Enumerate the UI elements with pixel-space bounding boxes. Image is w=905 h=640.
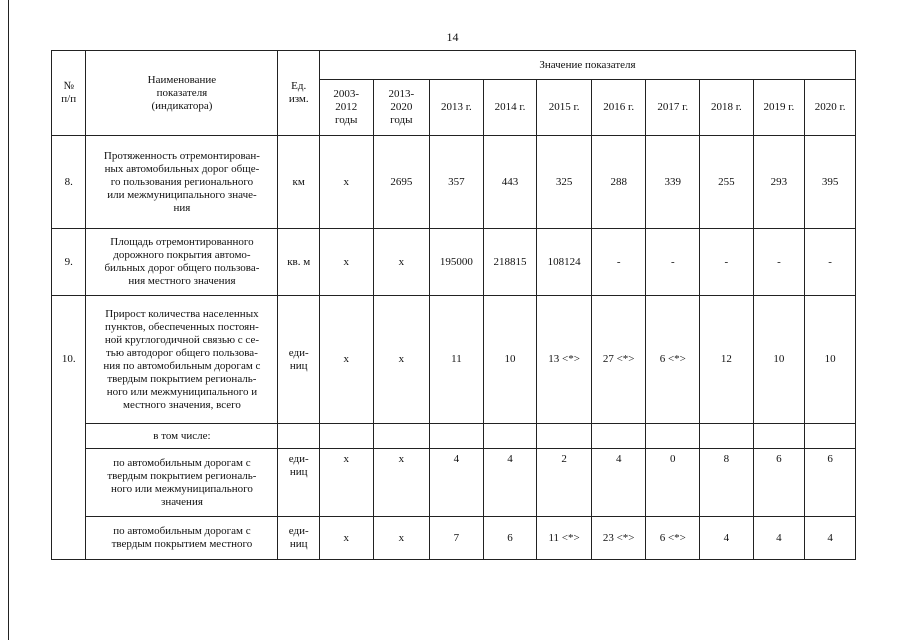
- value-cell: [591, 424, 646, 449]
- unit-cell: км: [278, 136, 319, 229]
- table-row: [52, 517, 856, 560]
- value-cell: -: [805, 229, 856, 296]
- value-cell: x: [373, 296, 430, 424]
- value-cell: [700, 424, 754, 449]
- indicator-name: в том числе:: [86, 424, 278, 449]
- indicator-name: по автомобильным дорогам с твердым покрытием региональ- ного или межмуниципального значения: [86, 449, 278, 517]
- value-cell: -: [753, 229, 805, 296]
- header-year: 2016 г.: [591, 80, 646, 136]
- value-cell: 108124: [537, 229, 592, 296]
- value-cell: 339: [646, 136, 700, 229]
- page-number: 14: [446, 30, 459, 44]
- value-cell: 2: [537, 449, 592, 517]
- indicator-name: по автомобильным дорогам с твердым покрытием местного: [86, 517, 278, 560]
- value-cell: x: [373, 517, 430, 560]
- value-cell: 325: [537, 136, 592, 229]
- value-cell: 23 <*>: [591, 517, 646, 560]
- indicator-name: Протяженность отремонтирован- ных автомобильных дорог обще- го пользования регионального или межмуниципального значе- ния: [86, 136, 278, 229]
- value-cell: 293: [753, 136, 805, 229]
- header-unit: Ед. изм.: [278, 51, 319, 136]
- value-cell: 10: [753, 296, 805, 424]
- value-cell: 6: [483, 517, 537, 560]
- header-year: 2017 г.: [646, 80, 700, 136]
- header-year: 2020 г.: [805, 80, 856, 136]
- value-cell: x: [319, 296, 373, 424]
- row-number: [52, 449, 86, 517]
- header-year: 2015 г.: [537, 80, 592, 136]
- value-cell: x: [319, 136, 373, 229]
- row-number: 10.: [52, 296, 86, 424]
- value-cell: 6 <*>: [646, 517, 700, 560]
- value-cell: 11: [430, 296, 484, 424]
- value-cell: 6 <*>: [646, 296, 700, 424]
- value-cell: 4: [805, 517, 856, 560]
- value-cell: [319, 424, 373, 449]
- table-row: [52, 136, 856, 229]
- value-cell: 13 <*>: [537, 296, 592, 424]
- value-cell: 255: [700, 136, 754, 229]
- value-cell: x: [319, 449, 373, 517]
- value-cell: 10: [483, 296, 537, 424]
- value-cell: x: [373, 229, 430, 296]
- value-cell: 4: [430, 449, 484, 517]
- header-year: 2018 г.: [700, 80, 754, 136]
- value-cell: 10: [805, 296, 856, 424]
- header-value-group: Значение показателя: [319, 51, 855, 80]
- value-cell: 218815: [483, 229, 537, 296]
- unit-cell: еди- ниц: [278, 517, 319, 560]
- row-number: [52, 517, 86, 560]
- value-cell: 195000: [430, 229, 484, 296]
- value-cell: 11 <*>: [537, 517, 592, 560]
- table-row: [52, 296, 856, 424]
- value-cell: 395: [805, 136, 856, 229]
- table-row: [52, 229, 856, 296]
- header-year: 2003- 2012 годы: [319, 80, 373, 136]
- table-row: [52, 424, 856, 449]
- value-cell: [430, 424, 484, 449]
- value-cell: [646, 424, 700, 449]
- value-cell: 0: [646, 449, 700, 517]
- value-cell: 6: [753, 449, 805, 517]
- header-year: 2014 г.: [483, 80, 537, 136]
- indicator-name: Прирост количества населенных пунктов, обеспеченных постоян- ной круглогодичной связью с се- тью автодорог общего пользова- ния по автомобильным дорогам с твердым покрытием региональ- ного или межмуниципального и местного значения, всего: [86, 296, 278, 424]
- value-cell: [537, 424, 592, 449]
- value-cell: 4: [700, 517, 754, 560]
- unit-cell: [278, 424, 319, 449]
- value-cell: 4: [483, 449, 537, 517]
- value-cell: x: [373, 449, 430, 517]
- unit-cell: еди- ниц: [278, 296, 319, 424]
- header-year: 2013 г.: [430, 80, 484, 136]
- value-cell: 288: [591, 136, 646, 229]
- value-cell: [373, 424, 430, 449]
- page-margin-rule: [8, 0, 9, 640]
- row-number: [52, 424, 86, 449]
- value-cell: x: [319, 517, 373, 560]
- value-cell: [753, 424, 805, 449]
- indicators-table: [51, 50, 856, 560]
- value-cell: 4: [753, 517, 805, 560]
- value-cell: 4: [591, 449, 646, 517]
- header-name: Наименование показателя (индикатора): [86, 51, 278, 136]
- row-number: 9.: [52, 229, 86, 296]
- header-year: 2013- 2020 годы: [373, 80, 430, 136]
- value-cell: 7: [430, 517, 484, 560]
- value-cell: -: [646, 229, 700, 296]
- value-cell: 2695: [373, 136, 430, 229]
- header-year: 2019 г.: [753, 80, 805, 136]
- value-cell: 357: [430, 136, 484, 229]
- row-number: 8.: [52, 136, 86, 229]
- header-num: № п/п: [52, 51, 86, 136]
- value-cell: x: [319, 229, 373, 296]
- value-cell: 27 <*>: [591, 296, 646, 424]
- value-cell: -: [700, 229, 754, 296]
- table-row: [52, 449, 856, 517]
- header-row-group: [52, 51, 856, 80]
- value-cell: 6: [805, 449, 856, 517]
- value-cell: -: [591, 229, 646, 296]
- value-cell: 443: [483, 136, 537, 229]
- value-cell: 8: [700, 449, 754, 517]
- unit-cell: кв. м: [278, 229, 319, 296]
- unit-cell: еди- ниц: [278, 449, 319, 517]
- value-cell: 12: [700, 296, 754, 424]
- value-cell: [805, 424, 856, 449]
- indicator-name: Площадь отремонтированного дорожного покрытия автомо- бильных дорог общего пользова- ния местного значения: [86, 229, 278, 296]
- value-cell: [483, 424, 537, 449]
